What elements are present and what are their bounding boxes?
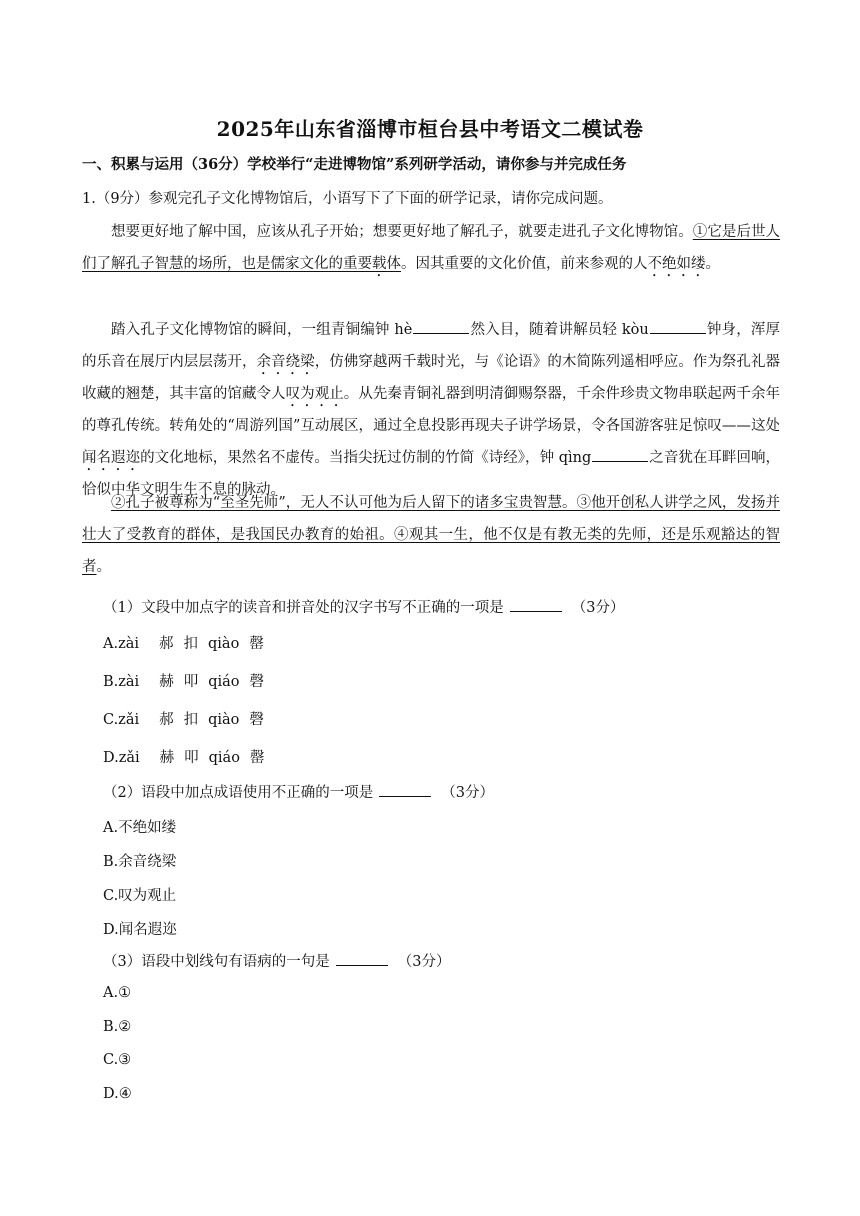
dotted-char-zai: 载 <box>372 256 387 272</box>
sub2-option-b[interactable]: B.余音绕梁 <box>103 854 177 870</box>
exam-title: 2025年山东省淄博市桓台县中考语文二模试卷 <box>216 117 644 141</box>
passage-paragraph-1: 想要更好地了解中国，应该从孔子开始；想要更好地了解孔子，就要走进孔子文化博物馆。①它是后世人们了解孔子智慧的场所，也是儒家文化的重要载体。因其重要的文化价值，前来参观的人不绝如缕。 <box>82 224 781 272</box>
answer-blank-3[interactable] <box>336 951 388 966</box>
sub2-option-d[interactable]: D.闻名遐迩 <box>103 922 177 938</box>
sub-question-2: （2）语段中加点成语使用不正确的一项是 （3分） <box>103 781 494 802</box>
sentence-3-underlined: ③他开创私人讲学之风，发扬并壮大了受教育的群体，是我国民办教育的始祖。 <box>82 495 781 543</box>
sub3-option-a[interactable]: A.① <box>103 985 132 1001</box>
sub3-option-b[interactable]: B.② <box>103 1019 132 1035</box>
sub2-option-a[interactable]: A.不绝如缕 <box>103 820 177 836</box>
section-heading: 一、积累与运用（36分）学校举行“走进博物馆”系列研学活动，请你参与并完成任务 <box>82 156 627 173</box>
blank-he <box>413 319 469 334</box>
blank-kou <box>650 319 706 334</box>
idiom-wen-ming-xia-er: 闻名遐迩 <box>82 450 141 466</box>
sub3-option-c[interactable]: C.③ <box>103 1052 132 1068</box>
sub2-option-c[interactable]: C.叹为观止 <box>103 888 177 904</box>
sub1-option-b[interactable]: B.zài 赫 叩 qiáo 磬 <box>103 674 264 690</box>
sub1-option-d[interactable]: D.zǎi 赫 叩 qiáo 罄 <box>103 750 265 766</box>
idiom-bu-jue-ru-lv: 不绝如缕 <box>647 256 706 272</box>
blank-qing <box>592 447 648 462</box>
sub1-option-c[interactable]: C.zǎi 郝 扣 qiào 磬 <box>103 712 264 728</box>
sub1-option-a[interactable]: A.zài 郝 扣 qiào 罄 <box>103 636 264 652</box>
passage-paragraph-2: 踏入孔子文化博物馆的瞬间，一组青铜编钟 hè 然入目，随着讲解员轻 kòu 钟身，浑厚的乐音在展厅内层层荡开，余音绕梁，仿佛穿越两千载时光，与《论语》的木简陈列遥相呼应。作为祭孔礼器收藏的翘楚，其丰富的馆藏令人叹为观止。从先秦青铜礼器到明清御赐祭器，千余件珍贵文物串联起两千余年的尊孔传统。转角处的“周游列国”互动展区，通过全息投影再现夫子讲学场景，令各国游客驻足惊叹——这处闻名遐迩的文化地标，果然名不虚传。当指尖抚过仿制的竹简《诗经》，钟 qìng 之音犹在耳畔回响，恰似中华文明生生不息的脉动。 <box>82 314 780 506</box>
p1-text-a: 想要更好地了解中国，应该从孔子开始；想要更好地了解孔子，就要走进孔子文化博物馆。 <box>111 224 693 240</box>
sentence-1-underlined: ①它是后世人们了解孔子智慧的场所，也是儒家文化的重要载体 <box>82 224 781 272</box>
p1-text-e: 。因其重要的文化价值，前来参观的人 <box>401 256 648 272</box>
answer-blank-2[interactable] <box>379 782 431 797</box>
sub-question-1: （1）文段中加点字的读音和拼音处的汉字书写不正确的一项是 （3分） <box>103 596 624 617</box>
idiom-tan-wei-guan-zhi: 叹为观止 <box>285 386 344 402</box>
idiom-yu-yin-rao-liang: 余音绕梁 <box>256 354 315 370</box>
passage-paragraph-3: ②孔子被尊称为“至圣先师”，无人不认可他为后人留下的诸多宝贵智慧。③他开创私人讲学之风，发扬并壮大了受教育的群体，是我国民办教育的始祖。④观其一生，他不仅是有教无类的先师，还是乐观豁达的智者。 <box>82 495 781 575</box>
sentence-2-underlined: ②孔子被尊称为“至圣先师”，无人不认可他为后人留下的诸多宝贵智慧。 <box>111 495 577 511</box>
answer-blank-1[interactable] <box>510 597 562 612</box>
sub3-option-d[interactable]: D.④ <box>103 1086 132 1102</box>
question-1-intro: 1.（9分）参观完孔子文化博物馆后，小语写下了下面的研学记录，请你完成问题。 <box>82 191 613 207</box>
sub-question-3: （3）语段中划线句有语病的一句是 （3分） <box>103 950 450 971</box>
sentence-4-underlined: ④观其一生，他不仅是有教无类的先师，还是乐观豁达的智者 <box>82 527 780 575</box>
